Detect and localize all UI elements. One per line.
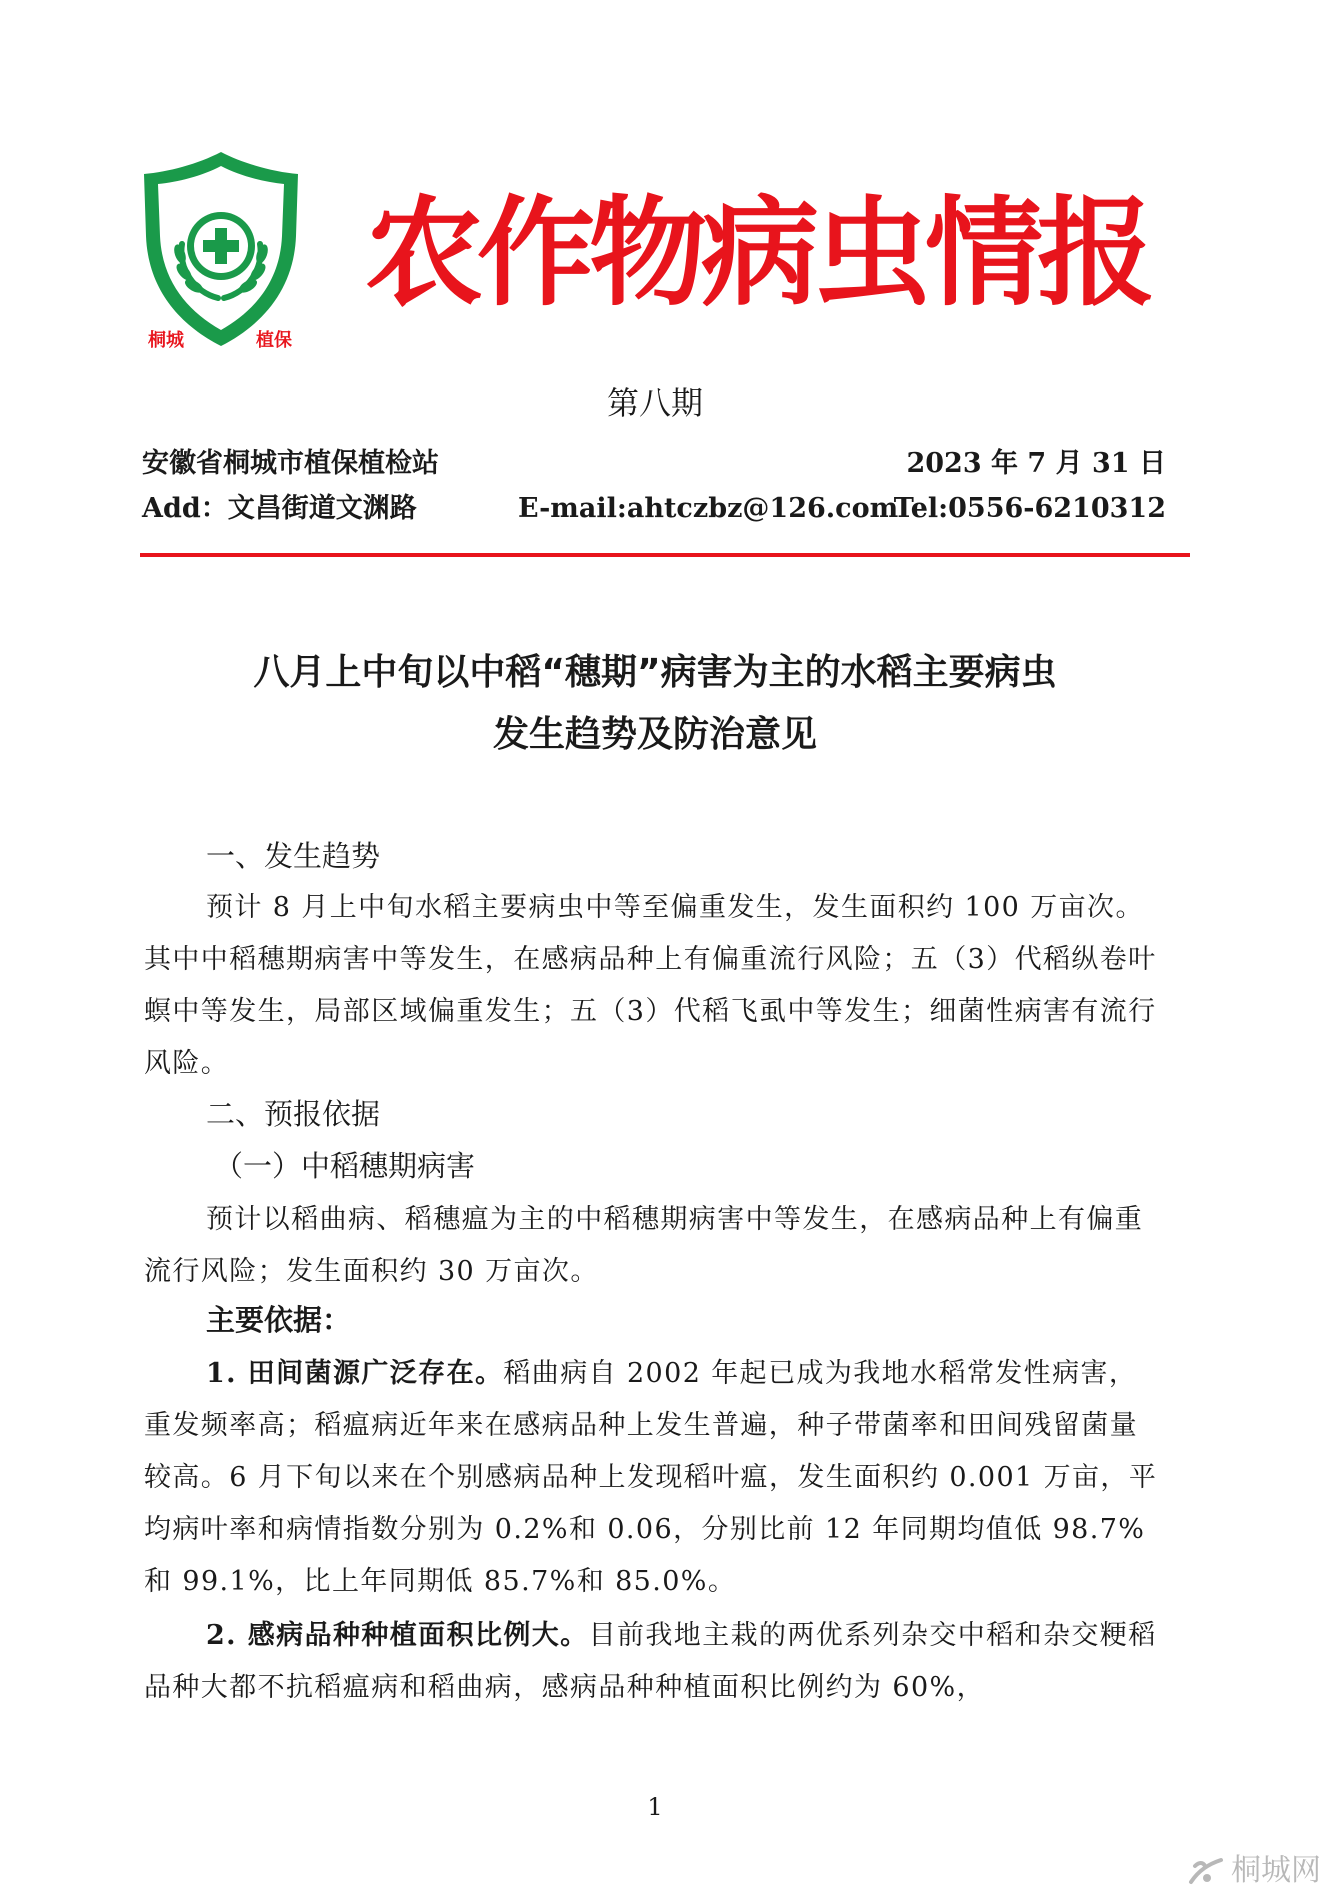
section-heading-basis: 二、预报依据 — [206, 1097, 381, 1131]
logo-text-left: 桐城 — [148, 330, 184, 348]
doc-title-line1: 八月上中旬以中稻“穗期”病害为主的水稻主要病虫 — [253, 652, 1057, 693]
paragraph-panicle-disease: 预计以稻曲病、稻穗瘟为主的中稻穗期病害中等发生，在感病品种上有偏重流行风险；发生面积约 30 万亩次。 — [144, 1204, 1144, 1287]
email-address: E-mail:ahtczbz@126.com — [518, 493, 899, 524]
header-divider — [140, 553, 1190, 557]
section-heading-trend: 一、发生趋势 — [206, 839, 381, 873]
telephone: Tel:0556-6210312 — [893, 493, 1166, 524]
watermark-logo-icon — [1185, 1852, 1225, 1890]
basis-heading: 主要依据： — [206, 1303, 352, 1337]
basis-2-lead: 2. 感病品种种植面积比例大。 — [206, 1620, 589, 1651]
plant-protection-logo — [138, 148, 304, 348]
subsection-heading-panicle-disease: （一）中稻穗期病害 — [214, 1149, 476, 1183]
watermark-text: 桐城网 — [1231, 1853, 1321, 1888]
issue-date: 2023 年 7 月 31 日 — [906, 448, 1166, 479]
issue-number: 第八期 — [606, 384, 703, 422]
logo-text-right: 植保 — [256, 330, 292, 348]
organization-name: 安徽省桐城市植保植检站 — [142, 448, 439, 479]
address: Add：文昌街道文渊路 — [142, 493, 417, 524]
watermark — [1185, 1850, 1335, 1892]
basis-1-lead: 1. 田间菌源广泛存在。 — [206, 1358, 504, 1389]
masthead-title: 农作物病虫情报 — [365, 184, 1150, 322]
shield-emblem-icon — [138, 148, 304, 348]
paragraph-basis-2: 2. 感病品种种植面积比例大。目前我地主栽的两优系列杂交中稻和杂交粳稻品种大都不抗稻瘟病和稻曲病，感病品种种植面积比例约为 60%， — [144, 1620, 1157, 1703]
doc-title-line2: 发生趋势及防治意见 — [492, 714, 817, 755]
paragraph-trend: 预计 8 月上中旬水稻主要病虫中等至偏重发生，发生面积约 100 万亩次。其中中稻穗期病害中等发生，在感病品种上有偏重流行风险；五（3）代稻纵卷叶螟中等发生，局部区域偏重发生；五（3）代稻飞虱中等发生；细菌性病害有流行风险。 — [144, 892, 1157, 1079]
page-number: 1 — [647, 1793, 663, 1821]
paragraph-basis-1: 1. 田间菌源广泛存在。稻曲病自 2002 年起已成为我地水稻常发性病害，重发频率高；稻瘟病近年来在感病品种上发生普遍，种子带菌率和田间残留菌量较高。6 月下旬以来在个别感病品种上发现稻叶瘟，发生面积约 0.001 万亩，平均病叶率和病情指数分别为 0.2%和 0.06，分别比前 12 年同期均值低 98.7%和 99.1%，比上年同期低 85.7%和 85.0%。 — [144, 1358, 1158, 1597]
